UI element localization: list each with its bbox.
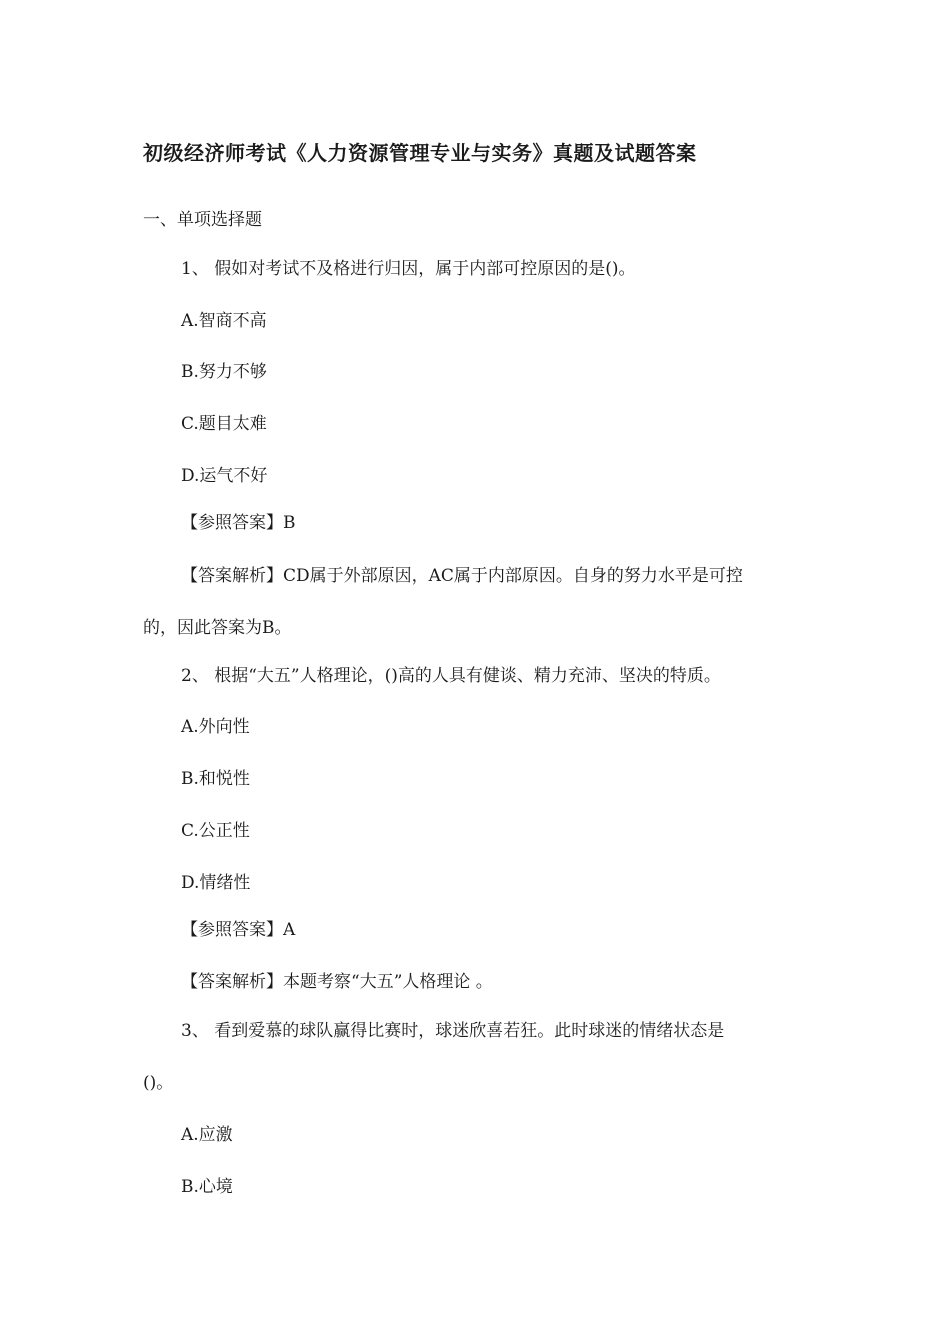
- question-2-option-a: A.外向性: [181, 717, 250, 737]
- question-3-option-b: B.心境: [181, 1177, 233, 1197]
- question-1-option-a: A.智商不高: [181, 311, 267, 331]
- question-3-option-a: A.应激: [181, 1125, 233, 1145]
- question-1-answer: 【参照答案】B: [181, 513, 296, 533]
- question-1-analysis-continued: 的，因此答案为B。: [143, 618, 292, 638]
- question-1-option-d: D.运气不好: [181, 466, 268, 486]
- question-1-option-b: B.努力不够: [181, 362, 267, 382]
- section-heading: 一、单项选择题: [143, 210, 262, 230]
- question-2-option-d: D.情绪性: [181, 873, 251, 893]
- question-2-option-b: B.和悦性: [181, 769, 250, 789]
- document-title: 初级经济师考试《人力资源管理专业与实务》真题及试题答案: [143, 141, 697, 165]
- question-2-answer: 【参照答案】A: [181, 920, 296, 940]
- question-2-option-c: C.公正性: [181, 821, 250, 841]
- question-2-analysis: 【答案解析】本题考察“大五”人格理论 。: [181, 972, 493, 992]
- question-1-option-c: C.题目太难: [181, 414, 267, 434]
- question-1-analysis: 【答案解析】CD属于外部原因，AC属于内部原因。自身的努力水平是可控: [181, 566, 743, 586]
- question-3-stem-continued: ()。: [143, 1073, 174, 1093]
- question-2-stem: 2、 根据“大五”人格理论，()高的人具有健谈、精力充沛、坚决的特质。: [181, 666, 721, 686]
- question-3-stem: 3、 看到爱慕的球队赢得比赛时，球迷欣喜若狂。此时球迷的情绪状态是: [181, 1021, 725, 1041]
- question-1-stem: 1、 假如对考试不及格进行归因，属于内部可控原因的是()。: [181, 259, 636, 279]
